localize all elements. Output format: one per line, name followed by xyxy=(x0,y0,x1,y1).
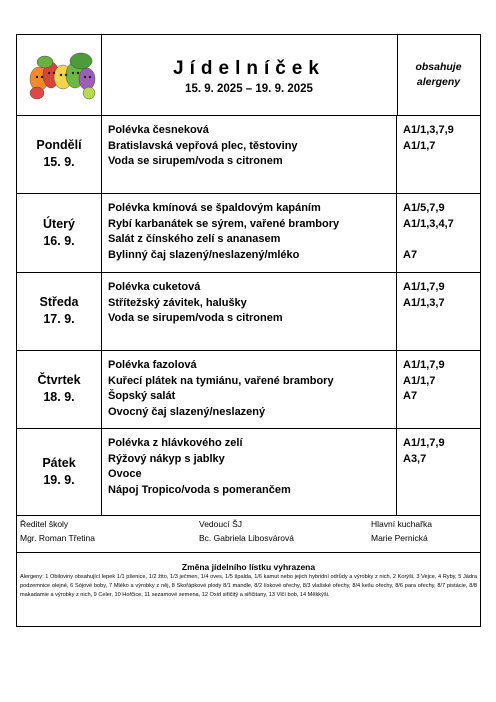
allergens-cell xyxy=(397,350,480,428)
date-range: 15. 9. 2025 – 19. 9. 2025 xyxy=(185,83,313,95)
meal-item: Střítežský závitek, halušky xyxy=(108,296,247,309)
day-name: Čtvrtek xyxy=(37,373,81,387)
meal-item: Voda se sirupem/voda s citronem xyxy=(108,155,283,167)
meal-item: Bylinný čaj slazený/neslazený/mléko xyxy=(108,248,300,261)
meal-item: Rýžový nákyp s jablky xyxy=(108,452,225,465)
allergen-code: A1/1,3,7,9 xyxy=(403,124,454,136)
meals-cell xyxy=(101,428,397,515)
day-cell xyxy=(17,115,102,193)
day-row xyxy=(17,193,480,273)
signature-head-cook: Hlavní kuchařka Marie Pernická xyxy=(371,519,432,543)
day-name: Úterý xyxy=(43,216,75,231)
allergen-notes xyxy=(17,552,480,626)
meal-item: Nápoj Tropico/voda s pomerančem xyxy=(108,483,291,496)
allergen-code xyxy=(403,467,480,483)
meal-item: Polévka kmínová se špaldovým kapáním xyxy=(108,202,321,214)
day-date: 17. 9. xyxy=(43,312,75,326)
allergen-code xyxy=(403,483,480,499)
day-date: 19. 9. xyxy=(43,472,75,487)
meal-item: Salát z čínského zelí s ananasem xyxy=(108,233,281,245)
allergen-header: obsahuje alergeny xyxy=(415,61,462,88)
day-date: 16. 9. xyxy=(43,233,75,248)
meal-item: Polévka z hlávkového zelí xyxy=(108,437,243,449)
meal-item: Ovocný čaj slazený/neslazený xyxy=(108,405,266,418)
day-name: Pondělí xyxy=(36,138,82,152)
signatures xyxy=(17,515,480,553)
day-cell xyxy=(17,272,102,350)
allergen-code: A1/1,3,4,7 xyxy=(403,217,454,230)
allergen-code xyxy=(403,405,480,421)
allergen-code: A1/5,7,9 xyxy=(403,202,445,214)
allergen-code xyxy=(403,232,480,248)
day-date: 15. 9. xyxy=(43,155,75,169)
notes-text: Alergeny: 1 Obiloviny obsahující lepek 1/1 pšenice, 1/2 žito, 1/3 ječmen, 1/4 oves, 1/5 špalda, 1/6 kamut nebo jejich hybridní odrůdy a výrobky z nich, 2 Korýši, 3 Vejce, 4 Ryby, 5 Jádra podzemnice olejné, 6 Sójové boby, 7 Mléko a výrobky z něj, 8 Skořápkové plody 8/1 mandle, 8/2 lískové ořechy, 8/3 vlašské ořechy, 8/4 kešu ořechy, 8/6 para ořechy, 8/7 pistácie, 8/8 makadamie a výrobky z nich, 9 Celer, 10 Hořčice, 11 sezamové semena, 12 Oxid siřičitý a siřičitany, 13 Vlčí bob, 14 Měkkýši. xyxy=(20,574,477,598)
allergen-code: A3,7 xyxy=(403,452,427,465)
menu-table xyxy=(16,34,481,627)
day-cell xyxy=(17,193,102,272)
meal-item: Bratislavská vepřová plec, těstoviny xyxy=(108,139,298,152)
day-row xyxy=(17,115,480,194)
allergens-cell xyxy=(397,428,480,515)
meals-cell xyxy=(101,350,397,428)
meal-item: Polévka cuketová xyxy=(108,281,201,293)
allergens-cell xyxy=(397,272,480,350)
allergens-cell xyxy=(397,115,480,193)
title-cell xyxy=(101,35,398,115)
allergen-code: A1/1,3,7 xyxy=(403,296,445,309)
signature-principal: Ředitel školy Mgr. Roman Třetina xyxy=(20,519,95,543)
allergen-code: A1/1,7,9 xyxy=(403,281,445,293)
meals-cell xyxy=(101,272,397,350)
day-date: 18. 9. xyxy=(43,390,75,404)
allergen-code xyxy=(403,154,480,170)
day-row xyxy=(17,350,480,429)
day-cell xyxy=(17,428,102,515)
vegetables-logo xyxy=(17,35,102,115)
meal-item: Ovoce xyxy=(108,468,142,480)
meal-item: Polévka česneková xyxy=(108,124,209,136)
allergen-code: A7 xyxy=(403,390,418,402)
meals-cell xyxy=(101,115,397,193)
allergen-code: A1/1,7 xyxy=(403,374,436,387)
meal-item: Rybí karbanátek se sýrem, vařené brambory xyxy=(108,217,340,230)
day-name: Středa xyxy=(39,295,79,309)
signature-kitchen-manager: Vedoucí ŠJ Bc. Gabriela Libosvárová xyxy=(199,519,294,543)
allergen-code: A1/1,7,9 xyxy=(403,437,445,449)
day-name: Pátek xyxy=(42,455,76,470)
menu-header xyxy=(17,35,480,116)
meals-cell xyxy=(101,193,397,272)
day-cell xyxy=(17,350,102,428)
notes-heading: Změna jídelního lístku vyhrazena xyxy=(181,562,316,572)
meal-item: Polévka fazolová xyxy=(108,359,197,371)
allergen-code xyxy=(403,311,480,327)
day-row xyxy=(17,272,480,351)
allergen-code: A1/1,7 xyxy=(403,139,436,152)
meal-item: Kuřecí plátek na tymiánu, vařené brambory xyxy=(108,374,334,387)
allergens-cell xyxy=(397,193,480,272)
meal-item: Šopský salát xyxy=(108,390,176,402)
page-title: Jídelníček xyxy=(173,58,325,79)
allergen-code: A7 xyxy=(403,248,418,261)
day-row xyxy=(17,428,480,516)
allergen-code: A1/1,7,9 xyxy=(403,359,445,371)
meal-item: Voda se sirupem/voda s citronem xyxy=(108,312,283,324)
